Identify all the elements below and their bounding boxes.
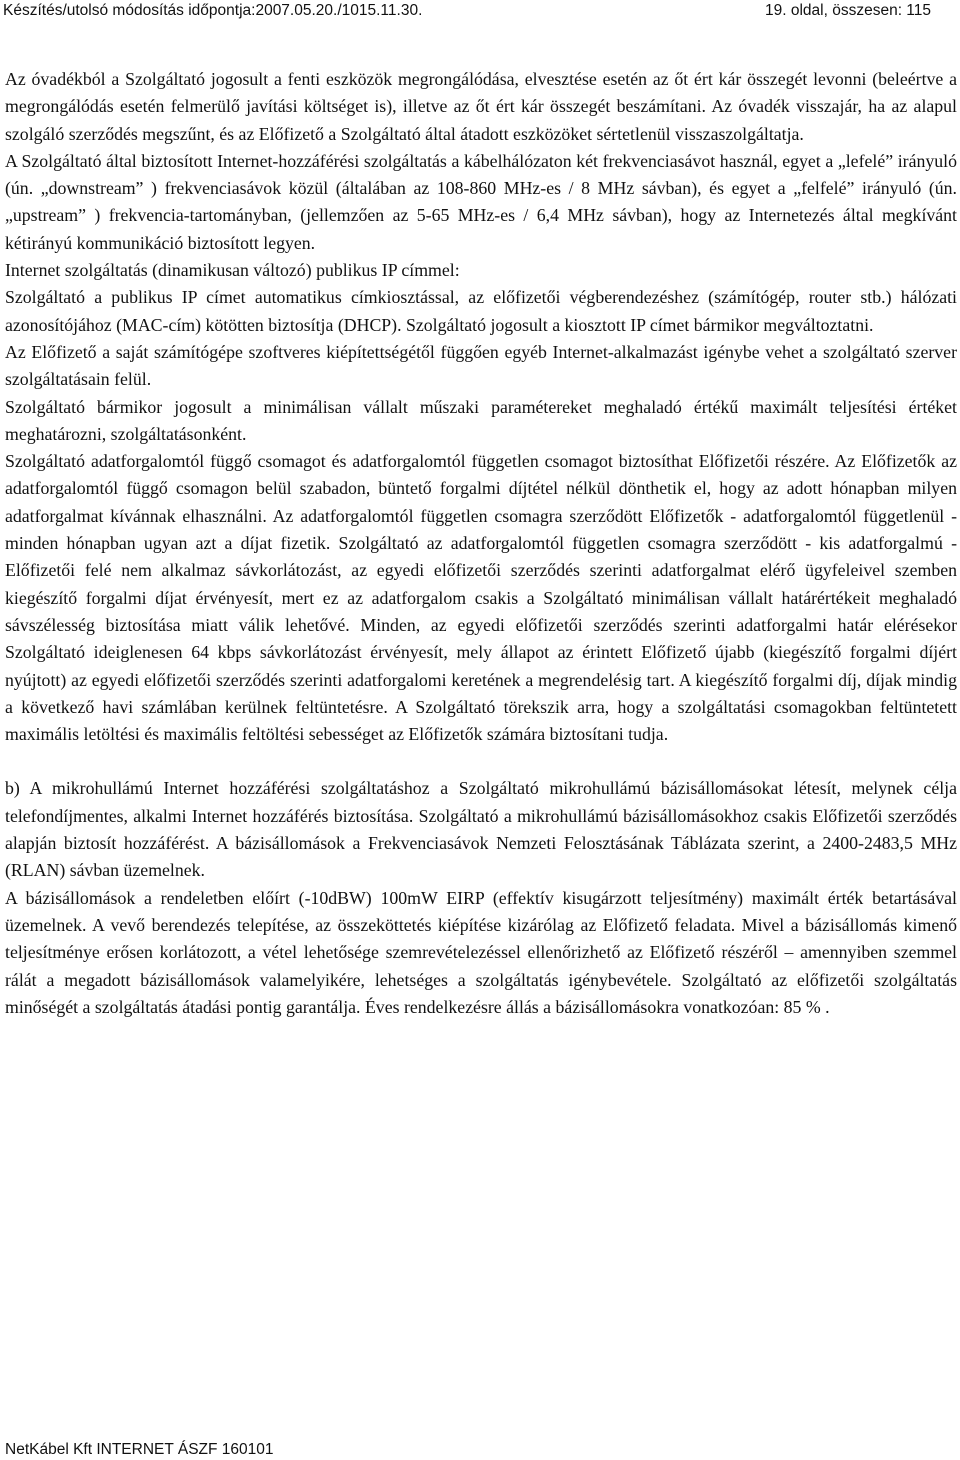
paragraph-deposit: Az óvadékból a Szolgáltató jogosult a fenti eszközök megrongálódása, elvesztése esetén az őt ért kár összegét levonni (beleértve a megrongálódás esetén felmerülő javítási költséget is), illetve az őt ért kár összegét beszámítani. Az óvadék visszajár, ha az alapul szolgáló szerződés megszűnt, és az Előfizető a Szolgáltató által átadott eszközöket sértetlenül visszaszolgáltatja. — [5, 69, 957, 144]
page-header — [3, 0, 955, 22]
paragraph-traffic-packages: Szolgáltató adatforgalomtól függő csomagot és adatforgalomtól független csomagot biztosíthat Előfizetői részére. Az Előfizetők az adatforgalomtól függő csomagon belül szabadon, büntető forgalmi díjtétel nélkül dönthetik el, hogy az adott hónapban milyen adatforgalmat kívánnak elhasználni. Az adatforgalomtól független csomagra szerződött Előfizetők - adatforgalomtól függetlenül - minden hónapban ugyan azt a díjat fizetik. Szolgáltató az adatforgalomtól független csomagra szerződött - kis adatforgalmú - Előfizetői felé nem alkalmaz sávkorlátozást, az egyedi előfizetői szerződés szerinti adatforgalmat elérő ügyfeleivel szemben kiegészítő forgalmi díjat érvényesít, mert ez az adatforgalom csakis a Szolgáltató minimálisan vállalt határértékeit meghaladó sávszélesség biztosítása miatt válik lehetővé. Minden, az egyedi előfizetői szerződés szerinti adatforgalmi határ elérésekor Szolgáltató ideiglenesen 64 kbps sávkorlátozást érvényesít, mely állapot az érintett Előfizető újabb (kiegészítő forgalmi díjért nyújtott) az egyedi előfizetői szerződés szerinti adatforgalomi keretének a megrendelésig tart. A kiegészítő forgalmi díj, díjak mindig a következő havi számlában kerülnek feltüntetésre. A Szolgáltató törekszik arra, hogy a szolgáltatási csomagokban feltüntetett maximális letöltési és maximális feltöltési sebességet az Előfizetők számára biztosítani tudja. — [5, 451, 957, 745]
page-number: 19. oldal, összesen: 115 — [765, 2, 932, 19]
paragraph-ip-heading: Internet szolgáltatás (dinamikusan változó) publikus IP címmel: — [5, 260, 460, 281]
paragraph-max-performance: Szolgáltató bármikor jogosult a minimálisan vállalt műszaki paramétereket meghaladó értékű maximált teljesítési értéket meghatározni, szolgáltatásonként. — [5, 396, 957, 444]
paragraph-microwave-access: b) A mikrohullámú Internet hozzáférési szolgáltatáshoz a Szolgáltató mikrohullámú bázisállomásokat létesít, melynek célja telefondíjmentes, alkalmi Internet hozzáférés biztosítása. Szolgáltató a mikrohullámú bázisállomásokhoz csakis Előfizetői szerződés alapján biztosít hozzáférést. A bázisállomások a Frekvenciasávok Nemzeti Felosztásának Táblázata szerint, a 2400-2483,5 MHz (RLAN) sávban üzemelnek. — [5, 778, 957, 881]
paragraph-base-stations: A bázisállomások a rendeletben előírt (-10dBW) 100mW EIRP (effektív kisugárzott teljesítmény) maximált érték betartásával üzemelnek. A vevő berendezés telepítése, az összeköttetés kiépítése kizárólag az Előfizető feladata. Mivel a bázisállomás kimenő teljesítménye erősen korlátozott, a vétel lehetősége szemrevételezéssel ellenőrizhető az Előfizető részéről – amennyiben szemmel rálát a megadott bázisállomások valamelyikére, lehetséges a szolgáltatás igénybevétele. Szolgáltató az előfizetői szolgáltatás minőségét a szolgáltatás átadási pontig garantálja. Éves rendelkezésre állás a bázisállomásokra vonatkozóan: 85 % . — [5, 887, 957, 1017]
paragraph-frequency-bands: A Szolgáltató által biztosított Internet-hozzáférési szolgáltatás a kábelhálózaton két frekvenciasávot használ, egyet a „lefelé” irányuló (ún. „downstream” ) frekvenciasávok közül (általában az 108-860 MHz-es / 8 MHz sávban), és egyet a „felfelé” irányuló (ún. „upstream” ) frekvencia-tartományban, (jellemzően az 5-65 MHz-es / 6,4 MHz sávban), hogy az Internetezés által megkívánt kétirányú kommunikáció biztosított legyen. — [5, 150, 957, 253]
document-body — [5, 66, 957, 1021]
paragraph-dhcp: Szolgáltató a publikus IP címet automatikus címkiosztással, az előfizetői végberendezéshez (számítógép, router stb.) hálózati azonosítójához (MAC-cím) kötötten biztosítja (DHCP). Szolgáltató jogosult a kiosztott IP címet bármikor megváltoztatni. — [5, 287, 957, 335]
paragraph-applications: Az Előfizető a saját számítógépe szoftveres kiépítettségétől függően egyéb Internet-alkalmazást igénybe vehet a szolgáltató szerver szolgáltatásain felül. — [5, 341, 957, 390]
revision-date: Készítés/utolsó módosítás időpontja:2007.05.20./1015.11.30. — [3, 2, 423, 19]
page-footer: NetKábel Kft INTERNET ÁSZF 160101 — [5, 1441, 274, 1458]
